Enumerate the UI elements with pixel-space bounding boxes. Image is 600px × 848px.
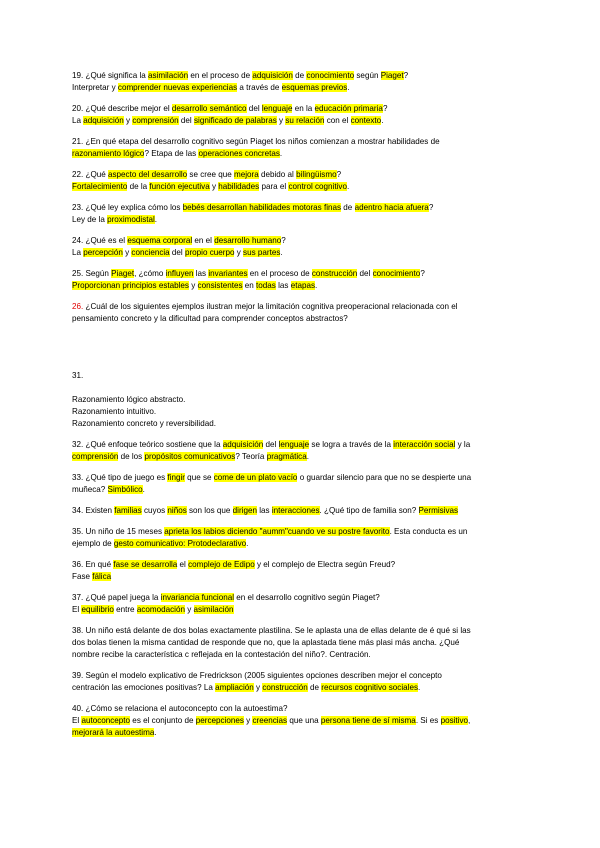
highlighted-text: persona tiene de sí misma <box>320 716 416 725</box>
highlighted-text: todas <box>256 281 276 290</box>
highlighted-text: mejorará la autoestima <box>72 728 155 737</box>
text-segment: 35. Un niño de 15 meses <box>72 527 165 536</box>
highlighted-text: control cognitivo <box>288 182 347 191</box>
text-segment: 24. ¿Qué es el <box>72 236 128 245</box>
highlighted-text: esquemas previos <box>281 83 348 92</box>
text-segment: . Esta conducta es un <box>389 527 468 536</box>
text-segment: según <box>354 71 381 80</box>
spacer <box>72 382 532 394</box>
text-line <box>72 148 532 160</box>
highlighted-text: fálica <box>92 572 112 581</box>
text-line <box>72 484 532 496</box>
highlighted-text: operaciones concretas <box>198 149 280 158</box>
text-segment: ejemplo de <box>72 539 114 548</box>
highlighted-text: comprensión <box>132 116 179 125</box>
text-segment: y <box>188 281 198 290</box>
text-line <box>72 301 532 313</box>
highlighted-text: ampliación <box>215 683 254 692</box>
highlighted-text: adquisición <box>222 440 264 449</box>
text-line <box>72 115 532 127</box>
text-segment: . <box>154 728 157 737</box>
highlighted-text: conocimiento <box>372 269 421 278</box>
text-segment: . ¿Qué tipo de familia son? <box>319 506 419 515</box>
highlighted-text: creencias <box>252 716 288 725</box>
text-line <box>72 715 532 727</box>
highlighted-text: percepción <box>83 248 123 257</box>
question-item <box>72 625 532 661</box>
text-line <box>72 727 532 739</box>
highlighted-text: come de un plato vacío <box>213 473 298 482</box>
text-segment: en el proceso de <box>188 71 253 80</box>
text-line <box>72 181 532 193</box>
highlighted-text: invariantes <box>208 269 248 278</box>
text-segment: y <box>253 683 263 692</box>
question-item <box>72 301 532 325</box>
highlighted-text: invariancia funcional <box>160 593 234 602</box>
text-segment: ? <box>420 269 425 278</box>
text-segment: 32. ¿Qué enfoque teórico sostiene que la <box>72 440 223 449</box>
highlighted-text: autoconcepto <box>81 716 131 725</box>
text-segment: muñeca? <box>72 485 108 494</box>
highlighted-text: construcción <box>311 269 358 278</box>
text-segment: son los que <box>186 506 233 515</box>
text-segment: El <box>72 605 82 614</box>
text-segment: que una <box>287 716 321 725</box>
questions-19-26 <box>72 70 532 325</box>
question-item <box>72 526 532 550</box>
text-segment: se logra a través de la <box>309 440 394 449</box>
text-segment: . <box>154 215 158 224</box>
highlighted-text: Simbólico <box>107 485 143 494</box>
text-segment: Fase <box>72 572 93 581</box>
text-segment: que se <box>184 473 214 482</box>
text-segment: 36. En qué <box>72 560 114 569</box>
text-line <box>72 703 532 715</box>
highlighted-text: asimilación <box>148 71 189 80</box>
highlighted-text: equilibrio <box>81 605 114 614</box>
text-segment: y <box>209 182 219 191</box>
highlighted-text: bebés desarrollan habilidades motoras finas <box>182 203 342 212</box>
text-segment: 34. Existen <box>72 506 115 515</box>
document-content <box>72 70 532 748</box>
highlighted-text: familias <box>114 506 142 515</box>
text-line <box>72 472 532 484</box>
text-segment: ? <box>403 71 409 80</box>
highlighted-text: bilingüismo <box>296 170 337 179</box>
highlighted-text: función ejecutiva <box>149 182 210 191</box>
text-segment: ? <box>281 236 286 245</box>
text-line <box>72 604 532 616</box>
highlighted-text: fase se desarrolla <box>113 560 178 569</box>
highlighted-text: Proporcionan principios estables <box>72 281 189 290</box>
text-segment: con el <box>324 116 351 125</box>
text-segment: 21. ¿En qué etapa del desarrollo cognitivo según Piaget los niños comienzan a mostrar habilidades de <box>72 137 440 146</box>
text-segment: en <box>242 281 257 290</box>
text-segment: Ley de la <box>72 215 108 224</box>
option-line: Razonamiento concreto y reversibilidad. <box>72 419 216 428</box>
text-segment: el <box>177 560 189 569</box>
text-line <box>72 82 532 94</box>
text-segment: ¿Cuál de los siguientes ejemplos ilustran mejor la limitación cognitiva preoperacional relacionada con el <box>83 302 458 311</box>
text-segment: . <box>315 281 318 290</box>
highlighted-text: aprieta los labios diciendo "aumm"cuando ve su postre favorito <box>164 527 390 536</box>
text-segment: . <box>381 116 384 125</box>
highlighted-text: asimilación <box>193 605 234 614</box>
text-line <box>72 313 532 325</box>
text-line <box>72 505 532 517</box>
highlighted-text: comprensión <box>72 452 119 461</box>
highlighted-text: interacciones <box>271 506 320 515</box>
highlighted-text: proximodistal <box>107 215 155 224</box>
text-line <box>72 247 532 259</box>
highlighted-text: su relación <box>285 116 325 125</box>
text-segment: ? <box>382 104 388 113</box>
text-segment: nombre recibe la característica c reflejada en la contestación del niño?. Centración. <box>72 650 371 659</box>
text-line <box>72 649 532 661</box>
text-segment: es el conjunto de <box>130 716 196 725</box>
text-segment: y <box>123 116 133 125</box>
highlighted-text: recursos cognitivo sociales <box>321 683 418 692</box>
text-segment: , <box>468 716 471 725</box>
text-segment: y <box>184 605 194 614</box>
text-segment: . <box>306 452 309 461</box>
text-segment: dos bolas tienen la misma cantidad de responde que no, que la aplastada tiene más plasi más ancha. ¿Qué <box>72 638 460 647</box>
text-segment: ? <box>336 170 342 179</box>
text-segment: . <box>280 248 283 257</box>
highlighted-text: dirigen <box>232 506 257 515</box>
text-line <box>72 202 532 214</box>
question-item <box>72 103 532 127</box>
text-segment: para el <box>259 182 289 191</box>
question-item <box>72 202 532 226</box>
text-line <box>72 214 532 226</box>
text-segment: a través de <box>237 83 282 92</box>
text-segment: de <box>341 203 355 212</box>
text-segment: . <box>418 683 421 692</box>
text-line <box>72 451 532 463</box>
highlighted-text: aspecto del desarrollo <box>108 170 188 179</box>
text-segment: Interpretar y <box>72 83 118 92</box>
highlighted-text: habilidades <box>218 182 260 191</box>
text-line <box>72 268 532 280</box>
text-line <box>72 625 532 637</box>
text-segment: entre <box>113 605 137 614</box>
question-item <box>72 439 532 463</box>
text-segment: 37. ¿Qué papel juega la <box>72 593 161 602</box>
highlighted-text: Permisivas <box>418 506 459 515</box>
highlighted-text: adquisición <box>83 116 124 125</box>
text-line <box>72 280 532 292</box>
text-segment: de la <box>127 182 150 191</box>
text-segment: y <box>276 116 286 125</box>
highlighted-text: esquema corporal <box>127 236 193 245</box>
text-segment: en el proceso de <box>247 269 312 278</box>
text-line <box>72 235 532 247</box>
option-line: Razonamiento lógico abstracto. <box>72 395 186 404</box>
highlighted-text: conocimiento <box>306 71 355 80</box>
text-segment: . <box>279 149 283 158</box>
blank-space <box>72 334 532 370</box>
text-segment: de los <box>118 452 145 461</box>
question-item <box>72 559 532 583</box>
text-segment: en el <box>192 236 215 245</box>
text-segment: en el desarrollo cognitivo según Piaget? <box>234 593 380 602</box>
text-segment: del <box>246 104 262 113</box>
text-line <box>72 439 532 451</box>
text-segment: ? <box>428 203 434 212</box>
highlighted-text: educación primaria <box>314 104 383 113</box>
question-item <box>72 505 532 517</box>
question-31 <box>72 370 532 430</box>
text-line <box>72 682 532 694</box>
text-segment: del <box>178 116 194 125</box>
text-line <box>72 169 532 181</box>
highlighted-text: influyen <box>165 269 194 278</box>
text-segment: debido al <box>258 170 297 179</box>
text-line <box>72 538 532 550</box>
highlighted-text: razonamiento lógico <box>72 149 145 158</box>
text-line <box>72 103 532 115</box>
highlighted-text: Piaget <box>111 269 135 278</box>
highlighted-text: consistentes <box>197 281 243 290</box>
highlighted-text: gesto comunicativo: Protodeclarativo <box>113 539 247 548</box>
question-item <box>72 472 532 496</box>
text-segment: y la <box>455 440 471 449</box>
text-segment: , ¿cómo <box>134 269 166 278</box>
text-segment: en la <box>292 104 315 113</box>
text-segment: . Si es <box>415 716 441 725</box>
highlighted-text: sus partes <box>243 248 281 257</box>
text-segment: pensamiento concreto y la dificultad para comprender conceptos abstractos? <box>72 314 348 323</box>
highlighted-text: conciencia <box>131 248 170 257</box>
text-segment: ? Etapa de las <box>144 149 199 158</box>
question-item <box>72 70 532 94</box>
text-segment: El <box>72 716 82 725</box>
text-segment: 20. ¿Qué describe mejor el <box>72 104 172 113</box>
question-item <box>72 235 532 259</box>
text-line <box>72 637 532 649</box>
text-segment: del <box>357 269 373 278</box>
highlighted-text: desarrollo humano <box>214 236 282 245</box>
text-segment: centración las emociones positivas? La <box>72 683 216 692</box>
question-item <box>72 169 532 193</box>
question-item <box>72 268 532 292</box>
highlighted-text: interacción social <box>393 440 456 449</box>
highlighted-text: complejo de Edipo <box>188 560 255 569</box>
text-segment: 40. ¿Cómo se relaciona el autoconcepto con la autoestima? <box>72 704 288 713</box>
highlighted-text: percepciones <box>195 716 244 725</box>
text-segment: ? Teoría <box>235 452 267 461</box>
highlighted-text: comprender nuevas experiencias <box>117 83 238 92</box>
text-segment: de <box>307 683 322 692</box>
text-segment: de <box>292 71 307 80</box>
text-segment: del <box>263 440 279 449</box>
text-segment: y <box>234 248 244 257</box>
question-item <box>72 670 532 694</box>
text-segment: . <box>246 539 249 548</box>
text-segment: 38. Un niño está delante de dos bolas exactamente plastilina. Se le aplasta una de ellas delante de é qué si las <box>72 626 471 635</box>
highlighted-text: lenguaje <box>278 440 310 449</box>
text-segment: o guardar silencio para que no se despierte una <box>297 473 472 482</box>
text-line <box>72 136 532 148</box>
text-segment: . <box>142 485 145 494</box>
text-segment: las <box>256 506 272 515</box>
text-line <box>72 559 532 571</box>
highlighted-text: adentro hacia afuera <box>354 203 429 212</box>
highlighted-text: construcción <box>262 683 308 692</box>
highlighted-text: Piaget <box>380 71 404 80</box>
text-segment: La <box>72 116 84 125</box>
highlighted-text: propósitos comunicativos <box>144 452 236 461</box>
text-segment: las <box>193 269 209 278</box>
text-segment: 33. ¿Qué tipo de juego es <box>72 473 168 482</box>
text-line <box>72 592 532 604</box>
text-segment: 19. ¿Qué significa la <box>72 71 149 80</box>
highlighted-text: propio cuerpo <box>184 248 235 257</box>
option-line: Razonamiento intuitivo. <box>72 407 157 416</box>
highlighted-text: lenguaje <box>261 104 293 113</box>
text-segment: 22. ¿Qué <box>72 170 108 179</box>
text-segment: se cree que <box>187 170 234 179</box>
highlighted-text: acomodación <box>136 605 185 614</box>
text-segment: . <box>347 83 350 92</box>
text-segment: 25. Según <box>72 269 112 278</box>
question-number-red: 26. <box>72 302 84 311</box>
highlighted-text: contexto <box>350 116 382 125</box>
question-number: 31. <box>72 371 84 380</box>
text-line <box>72 526 532 538</box>
text-segment: y el complejo de Electra según Freud? <box>254 560 396 569</box>
text-segment: y <box>122 248 132 257</box>
highlighted-text: fingir <box>167 473 185 482</box>
highlighted-text: niños <box>167 506 187 515</box>
question-item <box>72 703 532 739</box>
highlighted-text: etapas <box>290 281 316 290</box>
text-line <box>72 670 532 682</box>
text-segment: 39. Según el modelo explicativo de Fredrickson (2005 siguientes opciones describen mejor el concepto <box>72 671 442 680</box>
text-segment: las <box>275 281 291 290</box>
questions-32-40 <box>72 439 532 739</box>
question-item <box>72 136 532 160</box>
highlighted-text: significado de palabras <box>193 116 277 125</box>
text-line <box>72 571 532 583</box>
text-segment: y <box>243 716 253 725</box>
text-line <box>72 70 532 82</box>
text-segment: . <box>346 182 350 191</box>
text-segment: del <box>169 248 185 257</box>
text-segment: cuyos <box>141 506 168 515</box>
highlighted-text: pragmática <box>266 452 307 461</box>
text-segment: La <box>72 248 84 257</box>
highlighted-text: mejora <box>233 170 259 179</box>
highlighted-text: positivo <box>440 716 469 725</box>
highlighted-text: adquisición <box>252 71 293 80</box>
text-segment: 23. ¿Qué ley explica cómo los <box>72 203 183 212</box>
highlighted-text: Fortalecimiento <box>72 182 128 191</box>
question-item <box>72 592 532 616</box>
highlighted-text: desarrollo semántico <box>171 104 247 113</box>
